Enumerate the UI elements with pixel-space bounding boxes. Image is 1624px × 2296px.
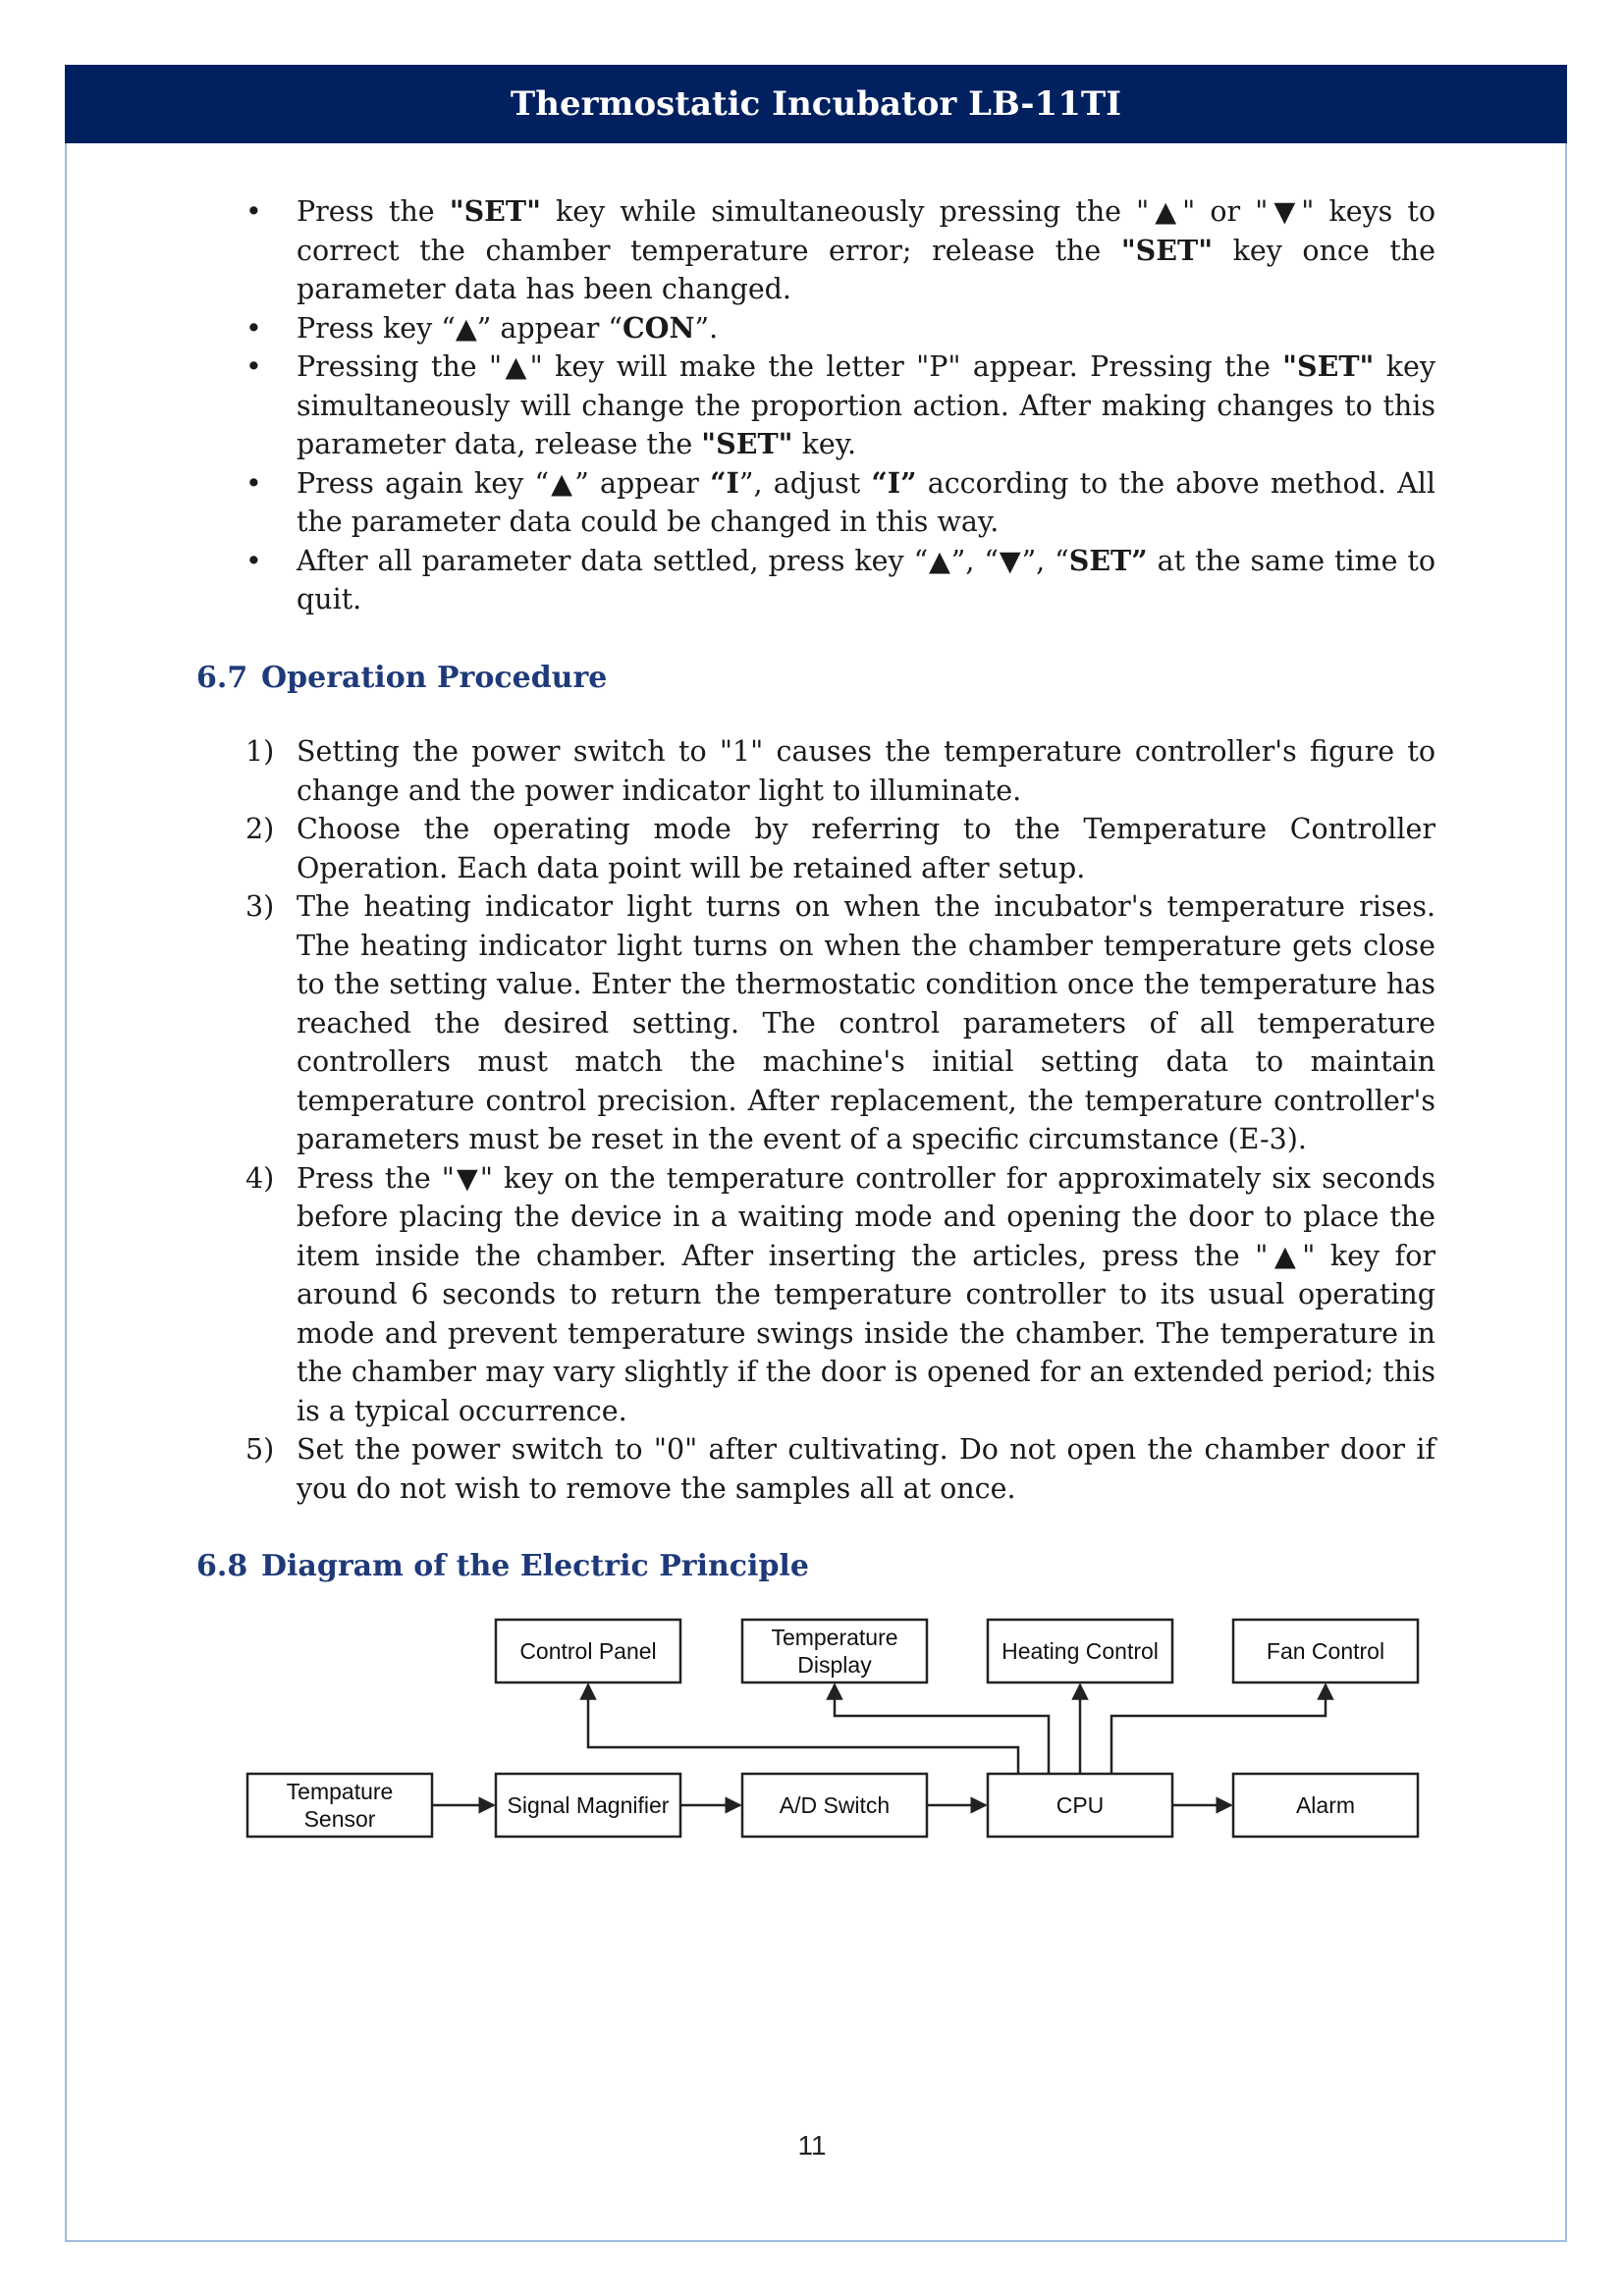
step-text: The heating indicator light turns on when the incubator's temperature rises. The heating indicator light turns on when the chamber temperature gets close to the setting value. Enter the thermostatic condition once the temperature has reached the desired setting. The control parameters of all temperature controllers must match the machine's initial setting data to maintain temperature control precision. After replacement, the temperature controller's parameters must be reset in the event of a specific circumstance (E-3). (297, 890, 1435, 1155)
list-item (196, 1159, 1435, 1431)
bullet-item (196, 192, 1435, 309)
list-item (196, 732, 1435, 810)
bullet-text: Pressing the "▲" key will make the letter "P" appear. Pressing the (297, 350, 1283, 383)
bold-text: SET” (1068, 543, 1148, 577)
section-heading-operation-procedure (196, 659, 1435, 698)
bold-text: “I” (871, 465, 917, 500)
bold-text: "SET" (701, 427, 793, 460)
section-number: 6.7 (196, 660, 248, 695)
arrow-cpu-to-fan-control (1111, 1684, 1326, 1774)
arrow-cpu-to-control-panel (588, 1684, 1018, 1774)
bullet-text: ”, adjust (738, 466, 872, 500)
ad-switch-label: A/D Switch (779, 1792, 891, 1818)
step-text: Setting the power switch to "1" causes the temperature controller's figure to change and the power indicator light to illuminate. (297, 735, 1435, 807)
bullet-item (196, 464, 1435, 542)
control-panel-label: Control Panel (519, 1638, 657, 1664)
step-text: Press the "▼" key on the temperature controller for approximately six seconds before placing the device in a waiting mode and opening the door to place the item inside the chamber. After inserting the articles, press the "▲" key for around 6 seconds to return the temperature controller to its usual operating mode and prevent temperature swings inside the chamber. The temperature in the chamber may vary slightly if the door is opened for an extended period; this is a typical occurrence. (297, 1161, 1435, 1427)
bullet-item (196, 309, 1435, 348)
list-item (196, 1430, 1435, 1508)
section-title: Diagram of the Electric Principle (261, 1549, 809, 1583)
step-number: 5) (245, 1433, 275, 1466)
section-heading-electric-principle (196, 1547, 1435, 1586)
bullet-text: according to the above method. All the parameter data could be changed in this way. (297, 466, 1435, 538)
bullet-text: key while simultaneously pressing the "▲" or "▼" keys to correct the chamber temperature error; release the (297, 195, 1435, 267)
bullet-text: Press again key “▲” appear (297, 466, 711, 500)
list-item (196, 810, 1435, 887)
bullet-text: After all parameter data settled, press key “▲”, “▼”, “ (297, 544, 1069, 577)
bold-text: "SET" (1282, 349, 1375, 383)
step-number: 3) (245, 890, 275, 923)
bullet-text: ”. (694, 311, 719, 345)
cpu-label: CPU (1056, 1792, 1105, 1818)
page-number: 11 (797, 2130, 827, 2161)
bullet-list (196, 192, 1435, 619)
list-item (196, 887, 1435, 1159)
bullet-item (196, 347, 1435, 464)
bullet-text: Press the (297, 195, 450, 228)
bullet-text: Press key “▲” appear “ (297, 311, 623, 345)
heating-control-label: Heating Control (1001, 1638, 1159, 1664)
bold-text: “I (710, 465, 739, 500)
bullet-item (196, 542, 1435, 619)
temp-sensor-label-line2: Sensor (303, 1806, 376, 1832)
step-number: 1) (245, 735, 275, 768)
section-title: Operation Procedure (261, 660, 608, 695)
fan-control-label: Fan Control (1266, 1638, 1385, 1664)
bullet-text: key once the parameter data has been changed. (297, 234, 1435, 305)
bold-text: "SET" (449, 194, 541, 228)
bold-text: CON (622, 310, 695, 345)
bullet-text: key simultaneously will change the proportion action. After making changes to this parameter data, release the (297, 350, 1435, 460)
document-header (65, 65, 1567, 143)
temperature-display-label-line2: Display (797, 1652, 872, 1678)
bullet-text: key. (792, 428, 857, 460)
step-number: 4) (245, 1161, 275, 1195)
electric-principle-diagram (236, 1600, 1434, 1855)
signal-magnifier-label: Signal Magnifier (507, 1792, 670, 1818)
page-content (196, 192, 1435, 1622)
section-number: 6.8 (196, 1549, 248, 1583)
document-title: Thermostatic Incubator LB-11TI (510, 84, 1122, 124)
arrow-cpu-to-temperature-display (835, 1684, 1049, 1774)
alarm-label: Alarm (1295, 1792, 1356, 1818)
temp-sensor-label-line1: Tempature (286, 1779, 394, 1804)
step-text: Set the power switch to "0" after cultivating. Do not open the chamber door if you do not wish to remove the samples all at once. (297, 1433, 1435, 1505)
step-text: Choose the operating mode by referring to the Temperature Controller Operation. Each data point will be retained after setup. (297, 813, 1435, 884)
step-number: 2) (245, 813, 275, 845)
bold-text: "SET" (1120, 233, 1214, 267)
temperature-display-label-line1: Temperature (771, 1625, 898, 1650)
operation-steps (196, 732, 1435, 1508)
bullet-text: at the same time to quit. (297, 544, 1435, 615)
